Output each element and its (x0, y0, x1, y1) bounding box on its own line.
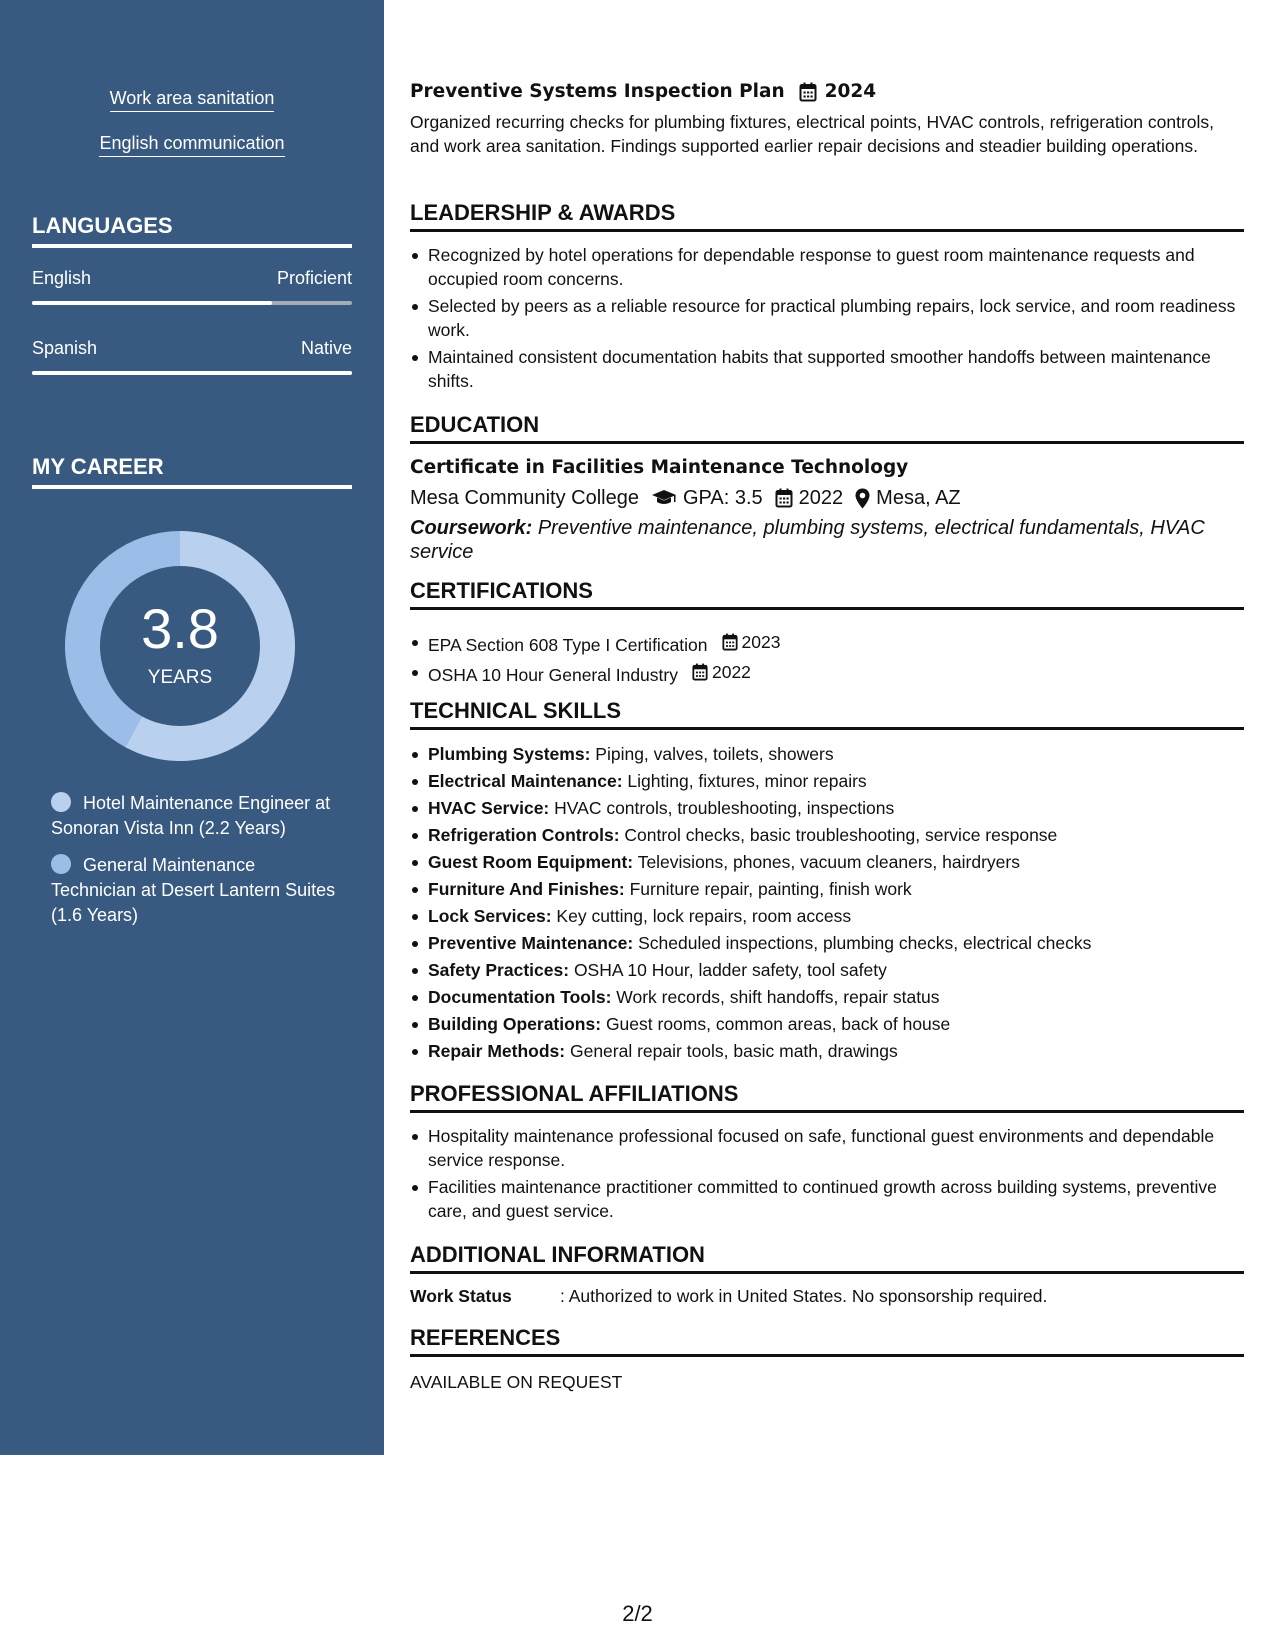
gpa: GPA: 3.5 (682, 487, 763, 509)
list-item: Selected by peers as a reliable resource for practical plumbing repairs, lock service, and room readiness work. (410, 294, 1244, 342)
career-legend-dot (51, 854, 71, 874)
language-row (32, 268, 352, 289)
skill-text: HVAC controls, troubleshooting, inspections (554, 798, 895, 818)
skill-tag: English communication (0, 133, 384, 157)
coursework-text: Preventive maintenance, plumbing systems, electrical fundamentals, HVAC service (410, 517, 1205, 563)
skill-label: Lock Services: (428, 906, 552, 926)
skill-item (410, 769, 1244, 793)
skill-item (410, 877, 1244, 901)
degree-title: Certificate in Facilities Maintenance Technology (410, 457, 909, 478)
list-item: Recognized by hotel operations for dependable response to guest room maintenance requests and occupied room concerns. (410, 243, 1244, 291)
sidebar (0, 0, 384, 1455)
location-pin-icon (855, 488, 870, 509)
language-name: English (32, 268, 92, 288)
skill-label: Safety Practices: (428, 960, 570, 980)
language-proficiency-bar (32, 301, 352, 305)
skill-item (410, 796, 1244, 820)
skill-text: Guest rooms, common areas, back of house (605, 1014, 951, 1034)
graduation-year: 2022 (798, 487, 844, 509)
work-status-value: : Authorized to work in United States. No sponsorship required. (560, 1286, 1048, 1306)
language-proficiency-bar (32, 371, 352, 375)
skill-text: Televisions, phones, vacuum cleaners, hairdryers (637, 852, 1020, 872)
career-years-value: 3.8 (141, 597, 219, 660)
project-description: Organized recurring checks for plumbing fixtures, electrical points, HVAC controls, refrigeration controls, and work area sanitation. Findings supported earlier repair decisions and steadier building operations. (410, 112, 1215, 156)
references-text: AVAILABLE ON REQUEST (410, 1372, 623, 1392)
language-row (32, 338, 352, 359)
certifications-heading: CERTIFICATIONS (410, 579, 1244, 610)
affiliations-list (410, 1124, 1244, 1226)
certification-year: 2023 (741, 632, 781, 652)
skill-text: Lighting, fixtures, minor repairs (627, 771, 867, 791)
skill-item (410, 1039, 1244, 1063)
technical-skills-heading: TECHNICAL SKILLS (410, 699, 1244, 730)
page-number: 2/2 (622, 1601, 653, 1626)
career-item: Hotel Maintenance Engineer at Sonoran Vista Inn (2.2 Years) (51, 793, 331, 838)
affiliations-heading: PROFESSIONAL AFFILIATIONS (410, 1082, 1244, 1113)
career-legend-dot (51, 792, 71, 812)
skill-item (410, 958, 1244, 982)
language-level: Native (300, 338, 352, 358)
language-proficiency-fill (32, 301, 272, 305)
skill-label: Preventive Maintenance: (428, 933, 634, 953)
leadership-heading: LEADERSHIP & AWARDS (410, 201, 1244, 232)
project-title: Preventive Systems Inspection Plan (410, 81, 785, 102)
school-name: Mesa Community College (410, 487, 639, 509)
list-item (410, 630, 1244, 657)
skill-tag: Work area sanitation (0, 88, 384, 112)
calendar-icon (775, 488, 793, 508)
career-years-unit: YEARS (147, 667, 213, 688)
skill-label: Guest Room Equipment: (428, 852, 634, 872)
skill-text: General repair tools, basic math, drawings (569, 1041, 898, 1061)
school-location: Mesa, AZ (876, 487, 961, 509)
skill-text: Work records, shift handoffs, repair status (616, 987, 940, 1007)
career-item: General Maintenance Technician at Desert Lantern Suites (1.6 Years) (51, 855, 336, 925)
calendar-icon (799, 82, 817, 102)
skill-text: Control checks, basic troubleshooting, service response (624, 825, 1058, 845)
work-status-label: Work Status (410, 1286, 512, 1306)
skill-item (410, 1012, 1244, 1036)
skill-item (410, 850, 1244, 874)
skill-text: Key cutting, lock repairs, room access (556, 906, 852, 926)
language-proficiency-fill (32, 371, 352, 375)
leadership-list (410, 243, 1244, 396)
skill-text: OSHA 10 Hour, ladder safety, tool safety (573, 960, 887, 980)
skill-label: Furniture And Finishes: (428, 879, 625, 899)
calendar-icon (692, 663, 708, 681)
skill-item (410, 904, 1244, 928)
language-name: Spanish (32, 338, 98, 358)
skill-label: Repair Methods: (428, 1041, 566, 1061)
certification-year: 2022 (711, 662, 751, 682)
skill-item (410, 742, 1244, 766)
certification-name: EPA Section 608 Type I Certification (428, 635, 708, 655)
skill-item (410, 985, 1244, 1009)
coursework (410, 516, 1244, 564)
skill-text: Scheduled inspections, plumbing checks, electrical checks (638, 933, 1092, 953)
skill-text: Furniture repair, painting, finish work (629, 879, 912, 899)
references-heading: REFERENCES (410, 1326, 1244, 1357)
skill-label: Electrical Maintenance: (428, 771, 623, 791)
education-heading: EDUCATION (410, 413, 1244, 444)
skill-label: Plumbing Systems: (428, 744, 591, 764)
work-status-row (410, 1284, 1047, 1308)
technical-skills-list (410, 742, 1244, 1066)
calendar-icon (722, 633, 738, 651)
certification-name: OSHA 10 Hour General Industry (428, 665, 678, 685)
coursework-label: Coursework: (410, 517, 533, 539)
list-item: Maintained consistent documentation habits that supported smoother handoffs between maintenance shifts. (410, 345, 1244, 393)
certifications-list (410, 630, 1244, 690)
list-item: Facilities maintenance practitioner committed to continued growth across building systems, preventive care, and guest service. (410, 1175, 1244, 1223)
skill-label: Building Operations: (428, 1014, 602, 1034)
additional-info-heading: ADDITIONAL INFORMATION (410, 1243, 1244, 1274)
list-item (410, 660, 1244, 687)
list-item: Hospitality maintenance professional focused on safe, functional guest environments and dependable service response. (410, 1124, 1244, 1172)
graduation-cap-icon (651, 489, 677, 507)
skill-label: HVAC Service: (428, 798, 550, 818)
skill-label: Refrigeration Controls: (428, 825, 620, 845)
language-level: Proficient (276, 268, 352, 288)
languages-heading: LANGUAGES (32, 213, 352, 248)
skill-item (410, 823, 1244, 847)
skill-item (410, 931, 1244, 955)
project-year: 2024 (824, 81, 877, 102)
skill-text: Piping, valves, toilets, showers (595, 744, 834, 764)
education-meta (410, 486, 961, 510)
career-heading: MY CAREER (32, 454, 352, 489)
project-title-row (410, 80, 876, 104)
skill-label: Documentation Tools: (428, 987, 612, 1007)
